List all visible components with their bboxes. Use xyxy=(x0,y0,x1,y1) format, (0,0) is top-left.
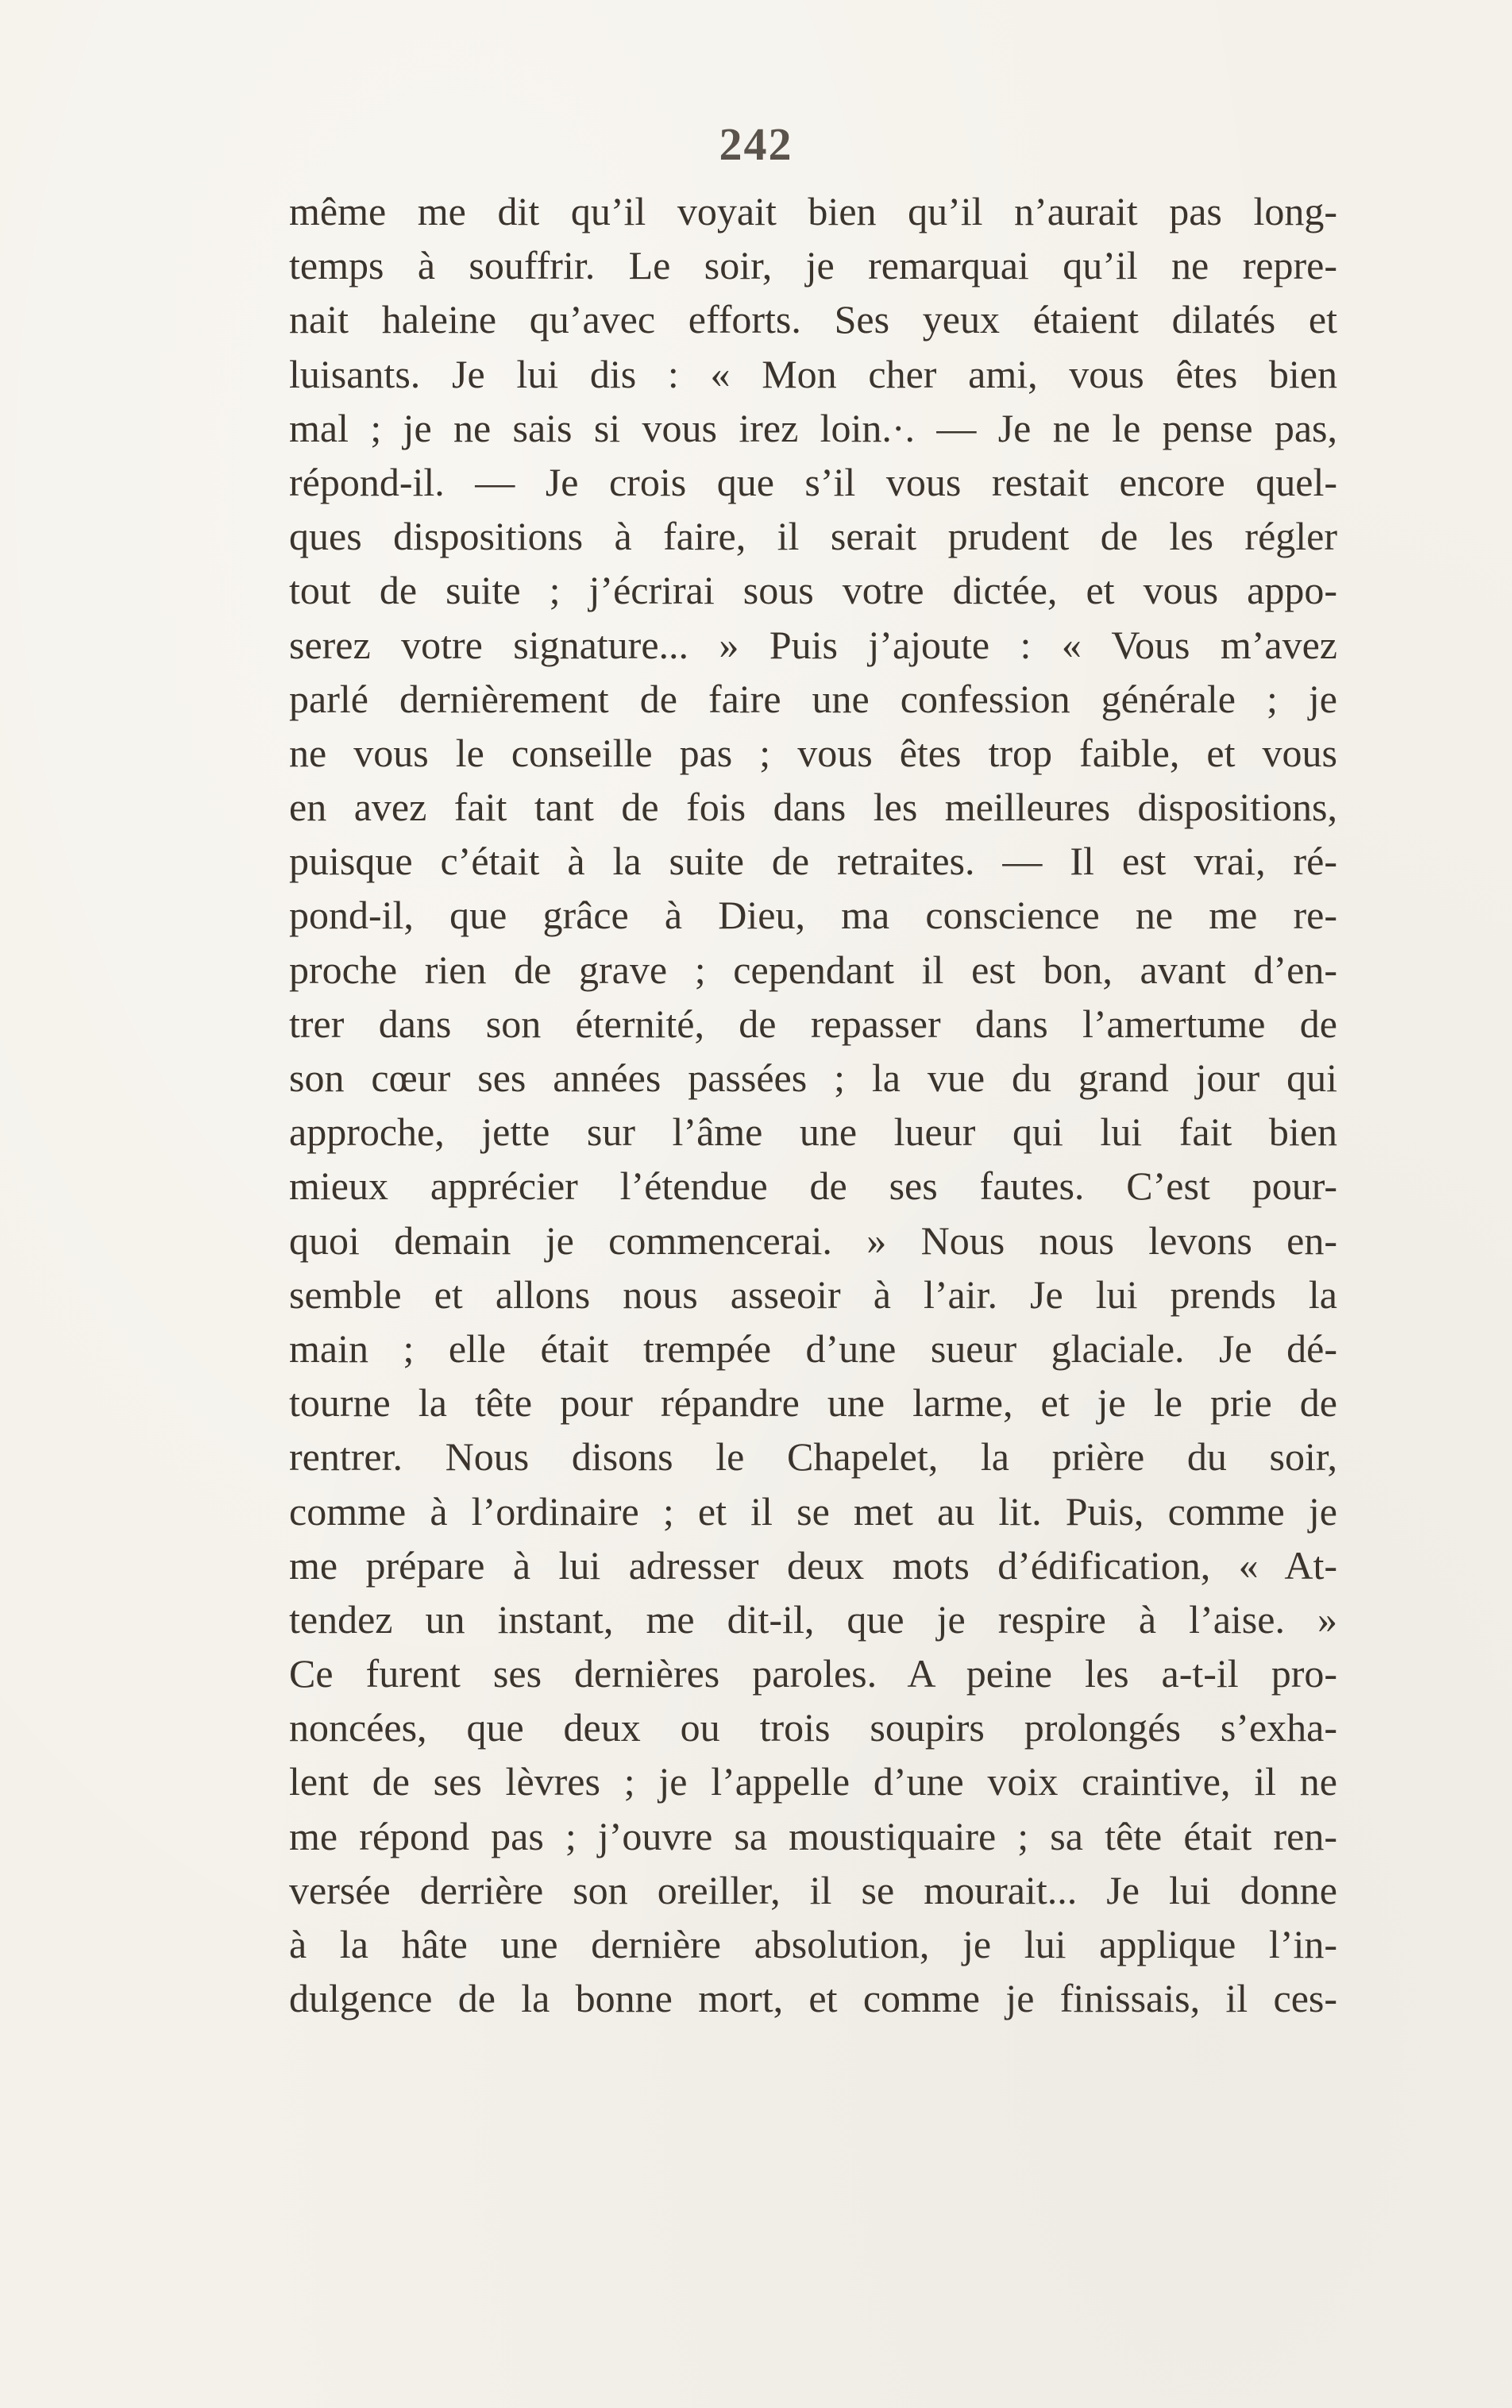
text-line: trer dans son éternité, de repasser dans l’amertume de xyxy=(289,1001,1337,1046)
text-line: main ; elle était trempée d’une sueur glaciale. Je dé- xyxy=(289,1326,1337,1371)
text-line: à la hâte une dernière absolution, je lui applique l’in- xyxy=(289,1922,1337,1966)
text-line: Ce furent ses dernières paroles. A peine les a-t-il pro- xyxy=(289,1651,1337,1696)
text-line: noncées, que deux ou trois soupirs prolongés s’exha- xyxy=(289,1705,1337,1750)
page-number: 242 xyxy=(719,118,793,170)
text-line: me prépare à lui adresser deux mots d’édification, « At- xyxy=(289,1542,1337,1588)
text-line: même me dit qu’il voyait bien qu’il n’aurait pas long- xyxy=(289,189,1337,233)
text-line: mal ; je ne sais si vous irez loin.·. — Je ne le pense pas, xyxy=(289,405,1337,450)
text-line: me répond pas ; j’ouvre sa moustiquaire ; sa tête était ren- xyxy=(289,1813,1337,1858)
text-line: tourne la tête pour répandre une larme, et je le prie de xyxy=(289,1380,1337,1426)
text-line: parlé dernièrement de faire une confession générale ; je xyxy=(289,676,1337,721)
text-line: rentrer. Nous disons le Chapelet, la prière du soir, xyxy=(289,1434,1337,1480)
text-line: tout de suite ; j’écrirai sous votre dictée, et vous appo- xyxy=(289,568,1337,613)
text-line: temps à souffrir. Le soir, je remarquai qu’il ne repre- xyxy=(289,243,1337,288)
body-text xyxy=(289,184,1337,2025)
text-line: nait haleine qu’avec efforts. Ses yeux étaient dilatés et xyxy=(289,297,1337,342)
text-line: mieux apprécier l’étendue de ses fautes. C’est pour- xyxy=(289,1163,1337,1209)
text-line: versée derrière son oreiller, il se mourait... Je lui donne xyxy=(289,1867,1337,1912)
text-line: comme à l’ordinaire ; et il se met au lit. Puis, comme je xyxy=(289,1488,1337,1534)
text-line: ne vous le conseille pas ; vous êtes trop faible, et vous xyxy=(289,730,1337,775)
text-line: pond-il, que grâce à Dieu, ma conscience ne me re- xyxy=(289,893,1337,938)
text-line: répond-il. — Je crois que s’il vous restait encore quel- xyxy=(289,459,1337,504)
text-line: quoi demain je commencerai. » Nous nous levons en- xyxy=(289,1218,1337,1263)
text-line: proche rien de grave ; cependant il est bon, avant d’en- xyxy=(289,947,1337,992)
text-line: approche, jette sur l’âme une lueur qui lui fait bien xyxy=(289,1109,1337,1155)
text-line: serez votre signature... » Puis j’ajoute : « Vous m’avez xyxy=(289,622,1337,667)
text-line: dulgence de la bonne mort, et comme je finissais, il ces- xyxy=(289,1976,1337,2021)
text-line: tendez un instant, me dit-il, que je respire à l’aise. » xyxy=(289,1596,1337,1642)
text-line: en avez fait tant de fois dans les meilleures dispositions, xyxy=(289,785,1337,830)
text-line: puisque c’était à la suite de retraites. — Il est vrai, ré- xyxy=(289,839,1337,884)
text-line: luisants. Je lui dis : « Mon cher ami, vous êtes bien xyxy=(289,351,1337,396)
text-line: son cœur ses années passées ; la vue du grand jour qui xyxy=(289,1055,1337,1100)
text-line: lent de ses lèvres ; je l’appelle d’une voix craintive, il ne xyxy=(289,1759,1337,1804)
text-line: semble et allons nous asseoir à l’air. Je lui prends la xyxy=(289,1272,1337,1317)
text-line: ques dispositions à faire, il serait prudent de les régler xyxy=(289,514,1337,559)
